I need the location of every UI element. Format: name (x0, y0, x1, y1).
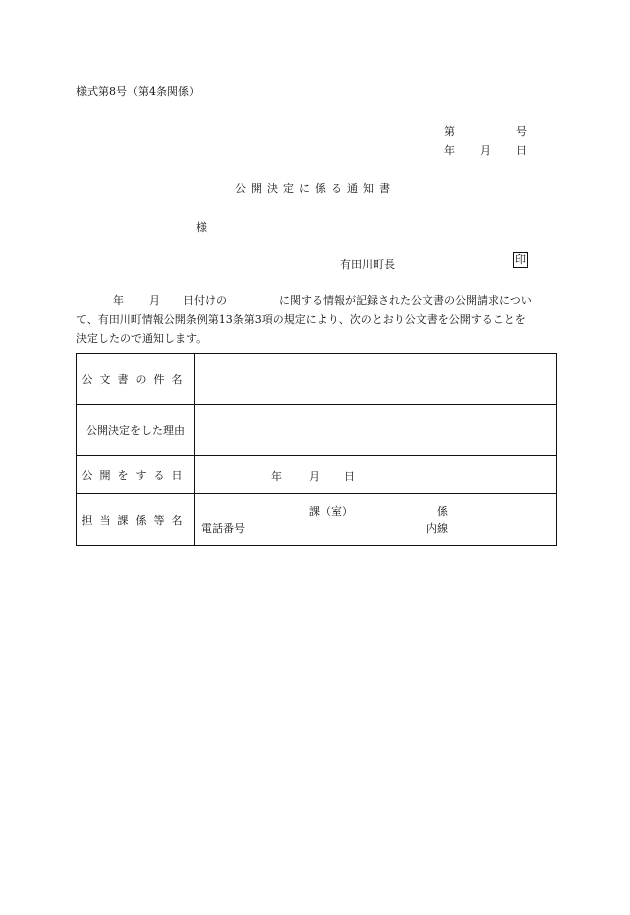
body-date-suffix: 日付けの (183, 294, 227, 307)
issuer-name: 有田川町長 (340, 258, 395, 271)
body-line1-rest: に関する情報が記録された公文書の公開請求につい (279, 294, 532, 307)
body-year: 年 (113, 294, 124, 307)
body-line2: て、有田川町情報公開条例第13条第3項の規定により、次のとおり公文書を公開することを (76, 313, 526, 326)
issue-date-day: 日 (516, 144, 527, 157)
disclosure-reason-value (195, 405, 557, 456)
table-row (77, 494, 557, 546)
contact-extension-label: 内線 (426, 522, 448, 535)
table-row (77, 354, 557, 405)
disclosure-info-table (76, 353, 557, 546)
seal-stamp: 印 (515, 253, 526, 266)
table-row (77, 405, 557, 456)
table-row (77, 456, 557, 494)
disclosure-reason-label: 公開決定をした理由 (77, 405, 195, 456)
disclosure-date-year: 年 (271, 470, 282, 483)
addressee-honorific: 様 (196, 221, 207, 234)
disclosure-date-day: 日 (344, 470, 355, 483)
contact-division: 課（室） (309, 505, 353, 518)
issue-date-month: 月 (480, 144, 491, 157)
form-number-label: 様式第8号（第4条関係） (76, 85, 200, 98)
body-month: 月 (149, 294, 160, 307)
contact-section-value (195, 494, 557, 546)
document-subject-value (195, 354, 557, 405)
document-number-prefix: 第 (444, 125, 455, 138)
contact-section-label: 担当課係等名 (77, 494, 195, 546)
disclosure-date-month: 月 (309, 470, 320, 483)
document-subject-label: 公文書の件名 (77, 354, 195, 405)
disclosure-date-label: 公開をする日 (77, 456, 195, 494)
body-line3: 決定したので通知します。 (76, 332, 208, 345)
document-title: 公開決定に係る通知書 (235, 182, 395, 195)
issue-date-year: 年 (444, 144, 455, 157)
contact-section: 係 (437, 505, 448, 518)
disclosure-date-value (195, 456, 557, 494)
contact-phone-label: 電話番号 (201, 522, 245, 535)
document-number-suffix: 号 (516, 125, 527, 138)
